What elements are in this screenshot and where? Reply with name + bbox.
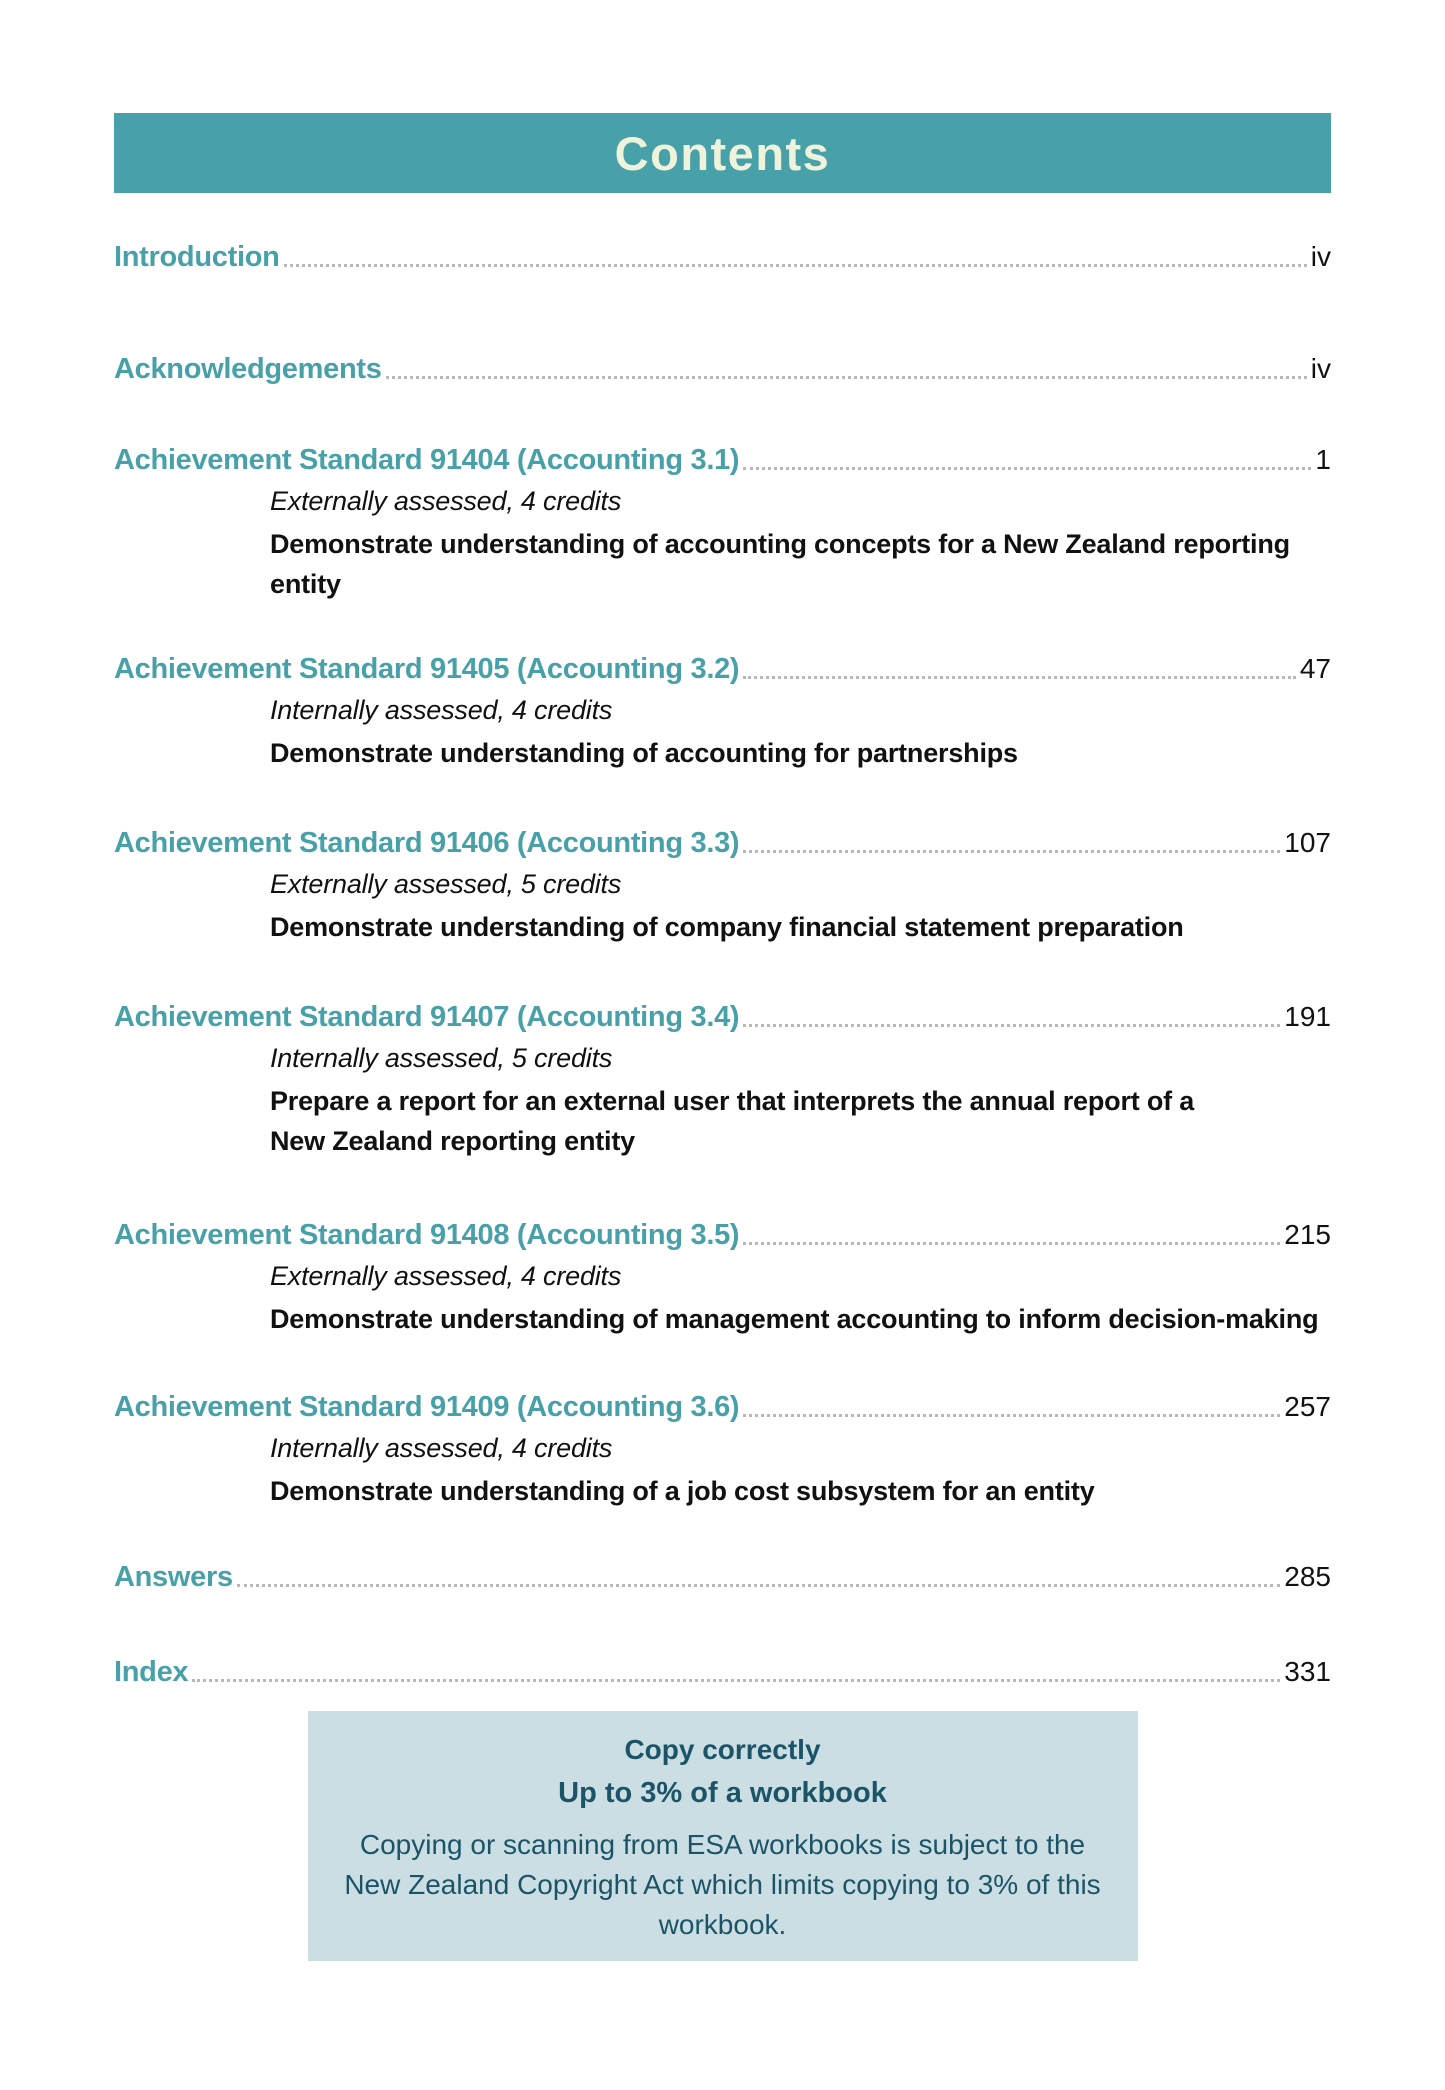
toc-row: [114, 652, 1331, 686]
toc-entry-details: [114, 485, 1331, 604]
assessment-info: Externally assessed, 5 credits: [270, 869, 622, 899]
toc-page-number: 285: [1284, 1561, 1331, 1592]
toc-row: [114, 240, 1331, 274]
description-line: Demonstrate understanding of company financial statement preparation: [270, 912, 1184, 942]
toc-entry-answers: [114, 1560, 1331, 1594]
toc-entry-details: [114, 694, 1331, 773]
copyright-subheading: Up to 3% of a workbook: [558, 1777, 887, 1809]
toc-page-number: iv: [1310, 353, 1331, 384]
toc-page-number: 191: [1284, 1001, 1331, 1032]
toc-entry-acknowledgements: [114, 352, 1331, 386]
toc-entry-details: [114, 1432, 1331, 1511]
dotted-leader: [237, 1584, 1280, 1587]
copyright-notice-box: [308, 1711, 1138, 1961]
assessment-info: Externally assessed, 4 credits: [270, 1261, 622, 1291]
toc-page-number: iv: [1310, 241, 1331, 272]
toc-row: [114, 1655, 1331, 1689]
toc-entry-standard-91409: [114, 1390, 1331, 1511]
dotted-leader: [743, 850, 1280, 853]
dotted-leader: [743, 467, 1311, 470]
toc-entry-details: [114, 868, 1331, 947]
dotted-leader: [284, 264, 1307, 267]
standard-description: [270, 1471, 1331, 1511]
toc-entry-title: Achievement Standard 91405 (Accounting 3.2): [114, 653, 740, 685]
dotted-leader: [743, 1242, 1280, 1245]
toc-entry-details: [114, 1260, 1331, 1339]
toc-entry-title: Achievement Standard 91408 (Accounting 3.5): [114, 1219, 740, 1251]
assessment-info: Internally assessed, 4 credits: [270, 695, 613, 725]
table-of-contents: [114, 240, 1331, 1689]
description-line: Demonstrate understanding of management accounting to inform decision-making: [270, 1304, 1319, 1334]
toc-entry-standard-91406: [114, 826, 1331, 947]
description-line: Demonstrate understanding of a job cost subsystem for an entity: [270, 1476, 1095, 1506]
copyright-body-line1: Copying or scanning from ESA workbooks is subject to the: [359, 1829, 1086, 1860]
toc-entry-title: Achievement Standard 91407 (Accounting 3.4): [114, 1001, 740, 1033]
assessment-info: Internally assessed, 5 credits: [270, 1043, 613, 1073]
toc-entry-title: Achievement Standard 91406 (Accounting 3.3): [114, 827, 740, 859]
standard-description: [270, 1081, 1331, 1161]
toc-row: [114, 352, 1331, 386]
copyright-heading: Copy correctly: [624, 1734, 821, 1765]
toc-entry-standard-91404: [114, 443, 1331, 604]
page-title: Contents: [614, 126, 831, 180]
toc-row: [114, 1560, 1331, 1594]
toc-page-number: 257: [1284, 1391, 1331, 1422]
toc-entry-introduction: [114, 240, 1331, 274]
toc-page-number: 331: [1284, 1656, 1331, 1687]
toc-page-number: 1: [1315, 444, 1331, 475]
contents-header-bar: [114, 113, 1331, 193]
description-line: Demonstrate understanding of accounting concepts for a New Zealand reporting: [270, 529, 1290, 559]
toc-page-number: 47: [1299, 653, 1331, 684]
toc-entry-index: [114, 1655, 1331, 1689]
toc-entry-title: Achievement Standard 91409 (Accounting 3.6): [114, 1391, 740, 1423]
description-line: Demonstrate understanding of accounting for partnerships: [270, 738, 1018, 768]
toc-row: [114, 826, 1331, 860]
dotted-leader: [743, 676, 1296, 679]
standard-description: [270, 1299, 1331, 1339]
toc-entry-standard-91407: [114, 1000, 1331, 1161]
toc-entry-standard-91405: [114, 652, 1331, 773]
dotted-leader: [386, 376, 1307, 379]
standard-description: [270, 907, 1331, 947]
toc-row: [114, 1390, 1331, 1424]
copyright-body-line2: New Zealand Copyright Act which limits copying to 3% of this workbook.: [344, 1869, 1101, 1940]
toc-entry-title: Introduction: [114, 241, 280, 273]
toc-entry-title: Answers: [114, 1561, 233, 1593]
description-line: entity: [270, 569, 341, 599]
assessment-info: Internally assessed, 4 credits: [270, 1433, 613, 1463]
toc-page-number: 107: [1284, 827, 1331, 858]
standard-description: [270, 524, 1331, 604]
standard-description: [270, 733, 1331, 773]
toc-row: [114, 1000, 1331, 1034]
toc-row: [114, 1218, 1331, 1252]
toc-entry-title: Acknowledgements: [114, 353, 382, 385]
toc-entry-standard-91408: [114, 1218, 1331, 1339]
toc-entry-details: [114, 1042, 1331, 1161]
dotted-leader: [743, 1414, 1280, 1417]
assessment-info: Externally assessed, 4 credits: [270, 486, 622, 516]
toc-entry-title: Index: [114, 1656, 189, 1688]
toc-entry-title: Achievement Standard 91404 (Accounting 3.1): [114, 444, 740, 476]
toc-page-number: 215: [1284, 1219, 1331, 1250]
dotted-leader: [743, 1024, 1280, 1027]
description-line: Prepare a report for an external user that interprets the annual report of a: [270, 1086, 1195, 1116]
toc-row: [114, 443, 1331, 477]
dotted-leader: [192, 1679, 1280, 1682]
description-line: New Zealand reporting entity: [270, 1126, 635, 1156]
